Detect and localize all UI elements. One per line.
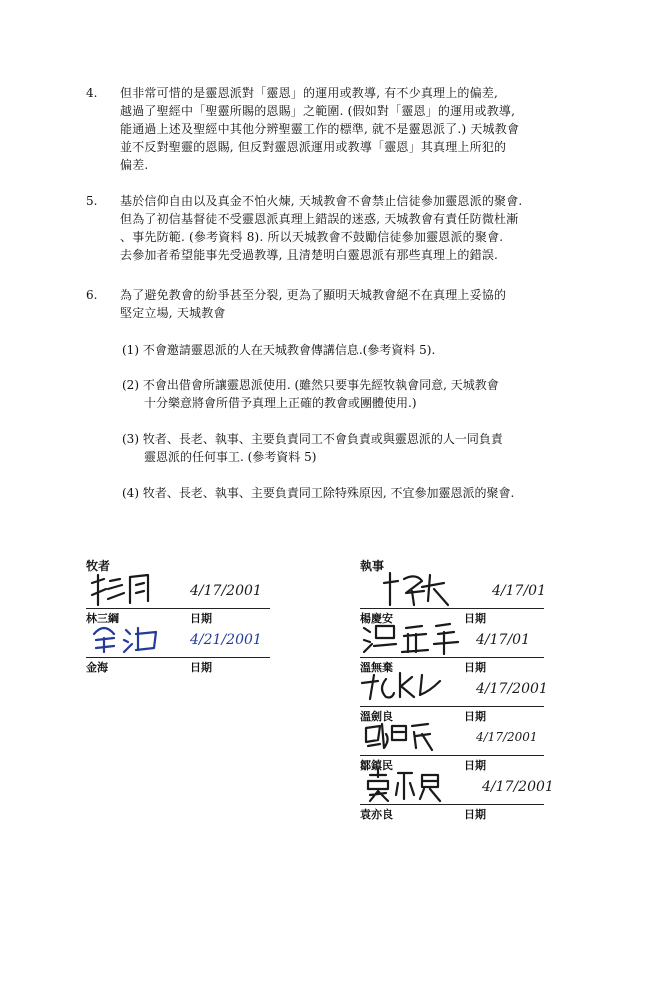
text-line: 並不反對聖靈的恩賜, 但反對靈恩派運用或教導「靈恩」其真理上所犯的 bbox=[120, 140, 507, 154]
signature-line bbox=[360, 755, 544, 756]
text-line: 去參加者希望能事先受過教導, 且清楚明白靈恩派有那些真理上的錯誤. bbox=[120, 248, 499, 262]
signature-block-lin-sangang bbox=[86, 577, 270, 625]
subitem-4 bbox=[122, 484, 562, 502]
signature-block-wen-jianliang bbox=[360, 675, 548, 723]
text-line: 偏差. bbox=[120, 158, 149, 172]
signature-line bbox=[360, 804, 544, 805]
handwritten-signature bbox=[360, 571, 470, 609]
handwritten-signature bbox=[86, 571, 196, 609]
handwritten-signature bbox=[360, 669, 470, 707]
subitem-1 bbox=[122, 341, 562, 359]
text-line: 、事先防範. (參考資料 8). 所以天城教會不鼓勵信徒參加靈恩派的聚會. bbox=[120, 230, 504, 244]
date-label: 日期 bbox=[464, 710, 486, 723]
signer-name: 楊慶安 bbox=[360, 612, 393, 625]
signature-block-yang-qingan bbox=[360, 577, 544, 625]
handwritten-signature bbox=[360, 620, 470, 658]
date-label: 日期 bbox=[190, 612, 212, 625]
pastors-heading: 牧者 bbox=[86, 559, 111, 573]
text-line: 能通過上述及聖經中其他分辨聖靈工作的標準, 就不是靈恩派了.) 天城教會 bbox=[120, 122, 520, 136]
signature-line bbox=[360, 608, 544, 609]
date-label: 日期 bbox=[190, 661, 212, 674]
handwritten-date: 4/17/2001 bbox=[190, 583, 262, 599]
signature-block-yuan-yiliang bbox=[360, 773, 554, 821]
item-text bbox=[120, 286, 556, 322]
handwritten-date: 4/21/2001 bbox=[190, 632, 262, 648]
signature-line bbox=[360, 657, 544, 658]
handwritten-date: 4/17/2001 bbox=[476, 730, 538, 744]
signature-block-wen-wuqi bbox=[360, 626, 544, 674]
signature-line bbox=[360, 706, 544, 707]
item-text bbox=[120, 192, 556, 264]
text-line: 越過了聖經中「聖靈所賜的恩賜」之範圍. (假如對「靈恩」的運用或教導, bbox=[120, 104, 516, 118]
signer-name: 溫無棄 bbox=[360, 661, 393, 674]
item-text bbox=[120, 84, 556, 174]
signer-name: 鄒鎮民 bbox=[360, 759, 393, 772]
text-line: (1) 不會邀請靈恩派的人在天城教會傳講信息.(參考資料 5). bbox=[122, 343, 436, 357]
text-line: 十分樂意將會所借予真理上正確的教會或團體使用.) bbox=[144, 396, 417, 410]
text-line: 堅定立場, 天城教會 bbox=[120, 306, 226, 320]
handwritten-date: 4/17/01 bbox=[476, 632, 530, 648]
date-label: 日期 bbox=[464, 661, 486, 674]
handwritten-date: 4/17/01 bbox=[492, 583, 546, 599]
text-line: (4) 牧者、長老、執事、主要負責同工除特殊原因, 不宜參加靈恩派的聚會. bbox=[122, 486, 515, 500]
deacons-heading: 執事 bbox=[360, 559, 385, 573]
handwritten-signature bbox=[86, 620, 196, 658]
item-number: 4. bbox=[86, 86, 98, 100]
signer-name: 溫劍良 bbox=[360, 710, 393, 723]
signer-name: 林三綱 bbox=[86, 612, 119, 625]
text-line: 但為了初信基督徒不受靈恩派真理上錯誤的迷惑, 天城教會有責任防微杜漸 bbox=[120, 212, 519, 226]
date-label: 日期 bbox=[464, 808, 486, 821]
signer-name: 金海 bbox=[86, 661, 108, 674]
date-label: 日期 bbox=[464, 759, 486, 772]
handwritten-signature bbox=[360, 718, 470, 756]
signature-line bbox=[86, 608, 270, 609]
policy-item-6 bbox=[86, 286, 556, 322]
signer-name: 袁亦良 bbox=[360, 808, 393, 821]
item-number: 6. bbox=[86, 288, 98, 302]
handwritten-signature bbox=[360, 767, 470, 805]
text-line: (3) 牧者、長老、執事、主要負責同工不會負責或與靈恩派的人一同負責 bbox=[122, 432, 503, 446]
item-number: 5. bbox=[86, 194, 98, 208]
text-line: 基於信仰自由以及真金不怕火煉, 天城教會不會禁止信徒參加靈恩派的聚會. bbox=[120, 194, 523, 208]
handwritten-date: 4/17/2001 bbox=[476, 681, 548, 697]
date-label: 日期 bbox=[464, 612, 486, 625]
text-line: 靈恩派的任何事工. (參考資料 5) bbox=[144, 450, 317, 464]
signature-block-jin-hai bbox=[86, 626, 270, 674]
handwritten-date: 4/17/2001 bbox=[482, 779, 554, 795]
policy-item-5 bbox=[86, 192, 556, 264]
policy-item-4 bbox=[86, 84, 556, 174]
text-line: 但非常可惜的是靈恩派對「靈恩」的運用或教導, 有不少真理上的偏差, bbox=[120, 86, 499, 100]
signature-line bbox=[86, 657, 270, 658]
signature-block-zou-zhenmin bbox=[360, 724, 544, 772]
text-line: 為了避免教會的紛爭甚至分裂, 更為了顯明天城教會絕不在真理上妥協的 bbox=[120, 288, 507, 302]
text-line: (2) 不會出借會所讓靈恩派使用. (雖然只要事先經牧執會同意, 天城教會 bbox=[122, 378, 499, 392]
subitem-3 bbox=[122, 430, 562, 466]
subitem-2 bbox=[122, 376, 562, 412]
